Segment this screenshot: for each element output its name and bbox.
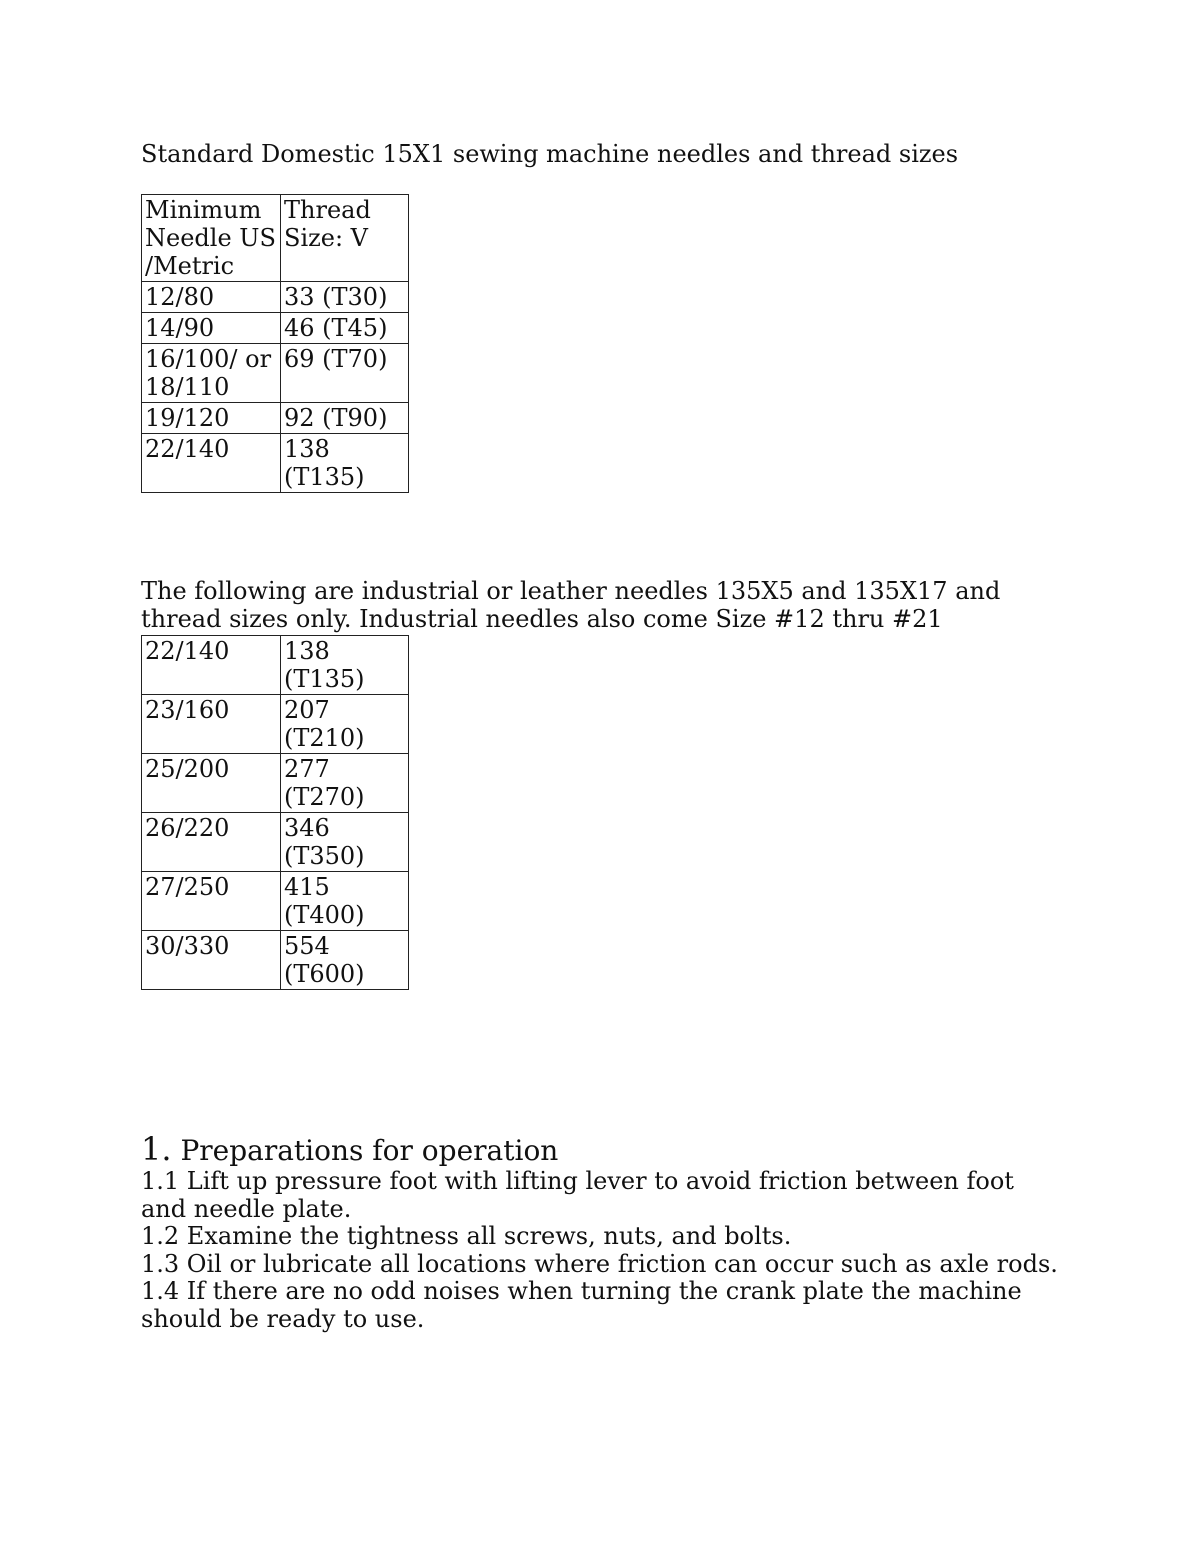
document-title: Standard Domestic 15X1 sewing machine needles and thread sizes bbox=[141, 140, 959, 168]
needle-size-cell: 23/160 bbox=[142, 695, 281, 754]
document-page bbox=[141, 138, 1081, 1333]
thread-size-cell: 92 (T90) bbox=[281, 403, 409, 434]
section-title: Preparations for operation bbox=[180, 1134, 559, 1167]
list-item: 1.3 Oil or lubricate all locations where friction can occur such as axle rods. bbox=[141, 1249, 1058, 1278]
table-row bbox=[142, 403, 409, 434]
needle-size-cell: 14/90 bbox=[142, 313, 281, 344]
thread-size-cell: 33 (T30) bbox=[281, 282, 409, 313]
thread-size-cell: 69 (T70) bbox=[281, 344, 409, 403]
table-row bbox=[142, 931, 409, 990]
industrial-needle-table bbox=[141, 635, 409, 990]
list-item: 1.1 Lift up pressure foot with lifting lever to avoid friction between foot and needle plate. bbox=[141, 1167, 1014, 1223]
header-thread-size: Thread Size: V bbox=[281, 195, 409, 282]
thread-size-cell: 554 (T600) bbox=[281, 931, 409, 990]
needle-size-cell: 19/120 bbox=[142, 403, 281, 434]
table-row bbox=[142, 754, 409, 813]
needle-size-cell: 16/100/ or 18/110 bbox=[142, 344, 281, 403]
needle-size-cell: 26/220 bbox=[142, 813, 281, 872]
section-number: 1. bbox=[141, 1130, 172, 1168]
needle-size-cell: 27/250 bbox=[142, 872, 281, 931]
table-row bbox=[142, 636, 409, 695]
header-needle-size: Minimum Needle US /Metric bbox=[142, 195, 281, 282]
list-item: 1.4 If there are no odd noises when turning the crank plate the machine should be ready to use. bbox=[141, 1277, 1022, 1333]
needle-size-cell: 30/330 bbox=[142, 931, 281, 990]
thread-size-cell: 46 (T45) bbox=[281, 313, 409, 344]
needle-size-cell: 22/140 bbox=[142, 636, 281, 695]
table-row bbox=[142, 872, 409, 931]
table-row bbox=[142, 313, 409, 344]
thread-size-cell: 415 (T400) bbox=[281, 872, 409, 931]
list-item: 1.2 Examine the tightness all screws, nuts, and bolts. bbox=[141, 1222, 792, 1250]
table-header-row bbox=[142, 195, 409, 282]
table-row bbox=[142, 282, 409, 313]
table-row bbox=[142, 434, 409, 493]
needle-size-cell: 22/140 bbox=[142, 434, 281, 493]
thread-size-cell: 346 (T350) bbox=[281, 813, 409, 872]
preparation-steps-list bbox=[141, 1168, 1081, 1333]
domestic-needle-table bbox=[141, 194, 409, 493]
thread-size-cell: 277 (T270) bbox=[281, 754, 409, 813]
table-row bbox=[142, 813, 409, 872]
table-row bbox=[142, 695, 409, 754]
needle-size-cell: 25/200 bbox=[142, 754, 281, 813]
table-row bbox=[142, 344, 409, 403]
needle-size-cell: 12/80 bbox=[142, 282, 281, 313]
thread-size-cell: 138 (T135) bbox=[281, 434, 409, 493]
thread-size-cell: 207 (T210) bbox=[281, 695, 409, 754]
section-heading bbox=[141, 1132, 1081, 1168]
industrial-needles-paragraph: The following are industrial or leather needles 135X5 and 135X17 and thread sizes only. Industrial needles also come Size #12 thru #21 bbox=[141, 577, 1001, 633]
thread-size-cell: 138 (T135) bbox=[281, 636, 409, 695]
